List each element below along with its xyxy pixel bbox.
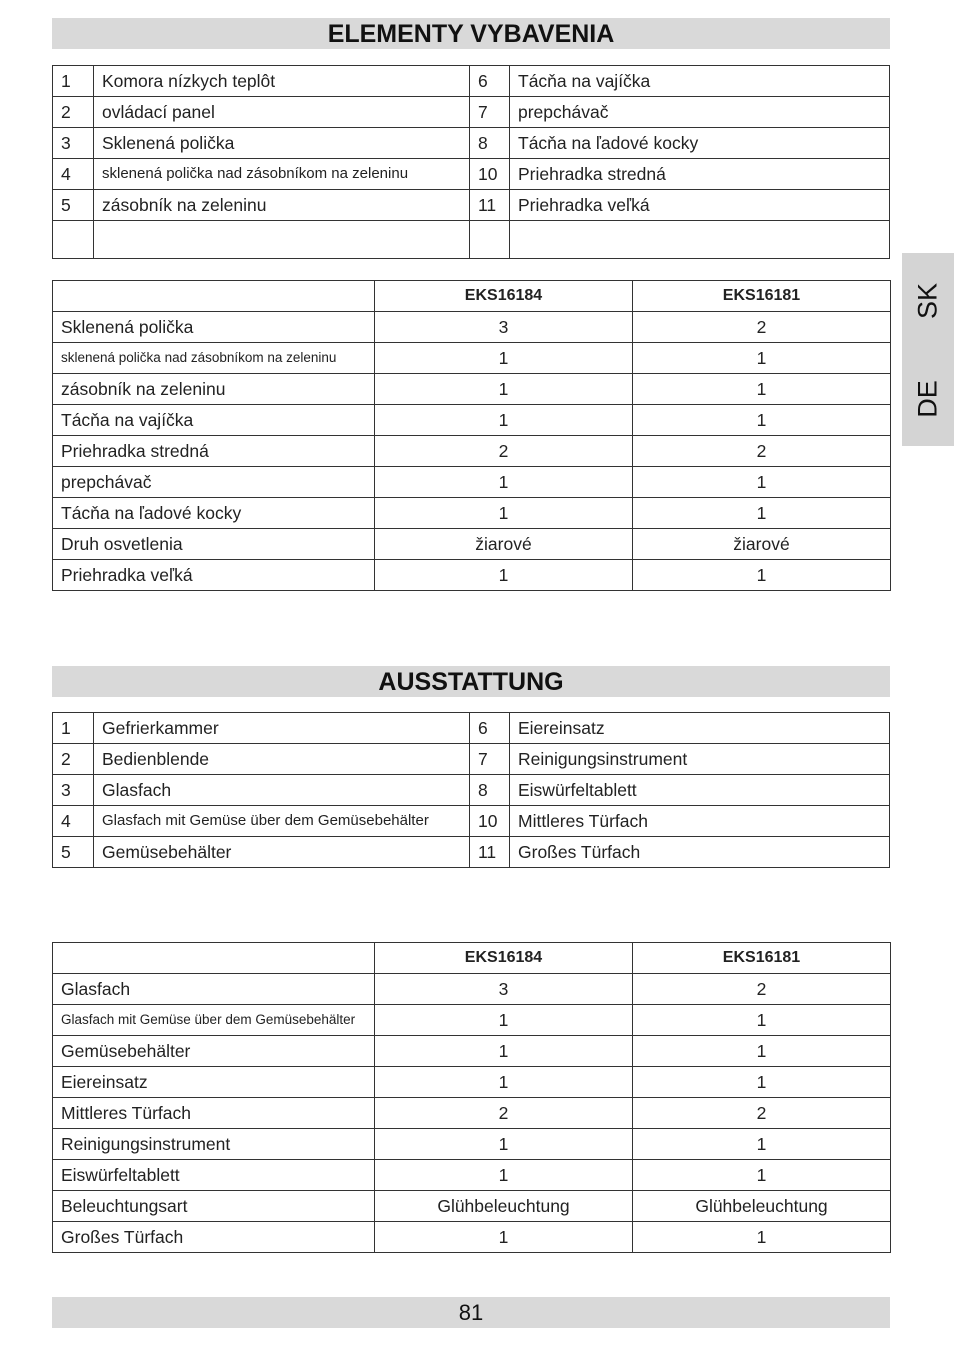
cell-value: 1 xyxy=(375,1222,633,1253)
part-label: Sklenená polička xyxy=(94,128,470,159)
part-label: Bedienblende xyxy=(94,744,470,775)
table-row xyxy=(53,312,891,343)
part-label: ovládací panel xyxy=(94,97,470,128)
part-label: Gefrierkammer xyxy=(94,713,470,744)
cell-value: 1 xyxy=(375,467,633,498)
part-number: 2 xyxy=(53,97,94,128)
cell-value: 1 xyxy=(375,405,633,436)
language-side-tab xyxy=(902,253,954,446)
table-row xyxy=(53,190,890,221)
table-row xyxy=(53,1005,891,1036)
section-title-sk: ELEMENTY VYBAVENIA xyxy=(52,18,890,49)
table-row xyxy=(53,343,891,374)
part-label: zásobník na zeleninu xyxy=(94,190,470,221)
row-label: Glasfach xyxy=(53,974,375,1005)
table-row xyxy=(53,436,891,467)
row-label: prepchávač xyxy=(53,467,375,498)
row-label: Mittleres Türfach xyxy=(53,1098,375,1129)
language-label-de: DE xyxy=(912,380,943,418)
table-row xyxy=(53,405,891,436)
models-table-sk-body xyxy=(53,281,891,591)
table-row xyxy=(53,1222,891,1253)
part-number: 5 xyxy=(53,190,94,221)
cell-value: 3 xyxy=(375,312,633,343)
table-row xyxy=(53,1067,891,1098)
cell-value: 1 xyxy=(633,1005,891,1036)
row-label: sklenená polička nad zásobníkom na zeleninu xyxy=(53,343,375,374)
cell-value: 1 xyxy=(375,1160,633,1191)
table-row xyxy=(53,713,890,744)
part-number xyxy=(470,221,510,259)
part-label: prepchávač xyxy=(510,97,890,128)
part-label: Eiswürfeltablett xyxy=(510,775,890,806)
row-label: Priehradka veľká xyxy=(53,560,375,591)
part-number: 6 xyxy=(470,66,510,97)
cell-value: Glühbeleuchtung xyxy=(633,1191,891,1222)
row-label: Sklenená polička xyxy=(53,312,375,343)
part-number: 8 xyxy=(470,128,510,159)
table-row xyxy=(53,744,890,775)
row-label: Tácňa na ľadové kocky xyxy=(53,498,375,529)
model-header: EKS16184 xyxy=(375,943,633,974)
parts-table-de-body xyxy=(53,713,890,868)
table-row xyxy=(53,1098,891,1129)
row-label: Tácňa na vajíčka xyxy=(53,405,375,436)
cell-value: žiarové xyxy=(375,529,633,560)
part-number: 2 xyxy=(53,744,94,775)
row-label: Beleuchtungsart xyxy=(53,1191,375,1222)
cell-value: 2 xyxy=(633,312,891,343)
part-number: 7 xyxy=(470,744,510,775)
row-label: Eiereinsatz xyxy=(53,1067,375,1098)
cell-value: 1 xyxy=(633,1067,891,1098)
part-label xyxy=(94,221,470,259)
part-label xyxy=(510,221,890,259)
table-row xyxy=(53,775,890,806)
row-label: Priehradka stredná xyxy=(53,436,375,467)
cell-value: 2 xyxy=(633,974,891,1005)
parts-table-sk xyxy=(52,65,890,259)
table-row xyxy=(53,560,891,591)
cell-value: 1 xyxy=(633,1129,891,1160)
cell-value: 1 xyxy=(375,343,633,374)
cell-value: 1 xyxy=(633,1160,891,1191)
table-row xyxy=(53,374,891,405)
header-empty-cell xyxy=(53,281,375,312)
cell-value: 1 xyxy=(375,1036,633,1067)
row-label: Druh osvetlenia xyxy=(53,529,375,560)
part-number: 7 xyxy=(470,97,510,128)
part-label: Priehradka stredná xyxy=(510,159,890,190)
model-header: EKS16181 xyxy=(633,281,891,312)
table-row xyxy=(53,128,890,159)
table-row xyxy=(53,1036,891,1067)
cell-value: 1 xyxy=(375,1129,633,1160)
cell-value: 1 xyxy=(633,405,891,436)
cell-value: 1 xyxy=(633,1222,891,1253)
part-label: Gemüsebehälter xyxy=(94,837,470,868)
part-number: 10 xyxy=(470,159,510,190)
part-number: 3 xyxy=(53,775,94,806)
cell-value: 1 xyxy=(633,374,891,405)
models-table-de-body xyxy=(53,943,891,1253)
part-number: 5 xyxy=(53,837,94,868)
part-number: 1 xyxy=(53,66,94,97)
part-number: 8 xyxy=(470,775,510,806)
language-label-sk: SK xyxy=(912,282,943,320)
part-label: Glasfach xyxy=(94,775,470,806)
table-row xyxy=(53,1129,891,1160)
cell-value: 3 xyxy=(375,974,633,1005)
table-row xyxy=(53,159,890,190)
cell-value: 1 xyxy=(375,1005,633,1036)
part-label: Eiereinsatz xyxy=(510,713,890,744)
part-number: 11 xyxy=(470,190,510,221)
row-label: zásobník na zeleninu xyxy=(53,374,375,405)
cell-value: 1 xyxy=(633,498,891,529)
part-number: 1 xyxy=(53,713,94,744)
part-number: 6 xyxy=(470,713,510,744)
cell-value: 1 xyxy=(375,498,633,529)
part-number: 11 xyxy=(470,837,510,868)
cell-value: 2 xyxy=(375,1098,633,1129)
cell-value: 2 xyxy=(633,436,891,467)
part-number: 3 xyxy=(53,128,94,159)
cell-value: 2 xyxy=(633,1098,891,1129)
parts-table-sk-body xyxy=(53,66,890,259)
table-header-row xyxy=(53,281,891,312)
part-label: sklenená polička nad zásobníkom na zeleninu xyxy=(94,159,470,190)
cell-value: 1 xyxy=(633,1036,891,1067)
part-number xyxy=(53,221,94,259)
parts-table-de xyxy=(52,712,890,868)
part-number: 10 xyxy=(470,806,510,837)
cell-value: 1 xyxy=(375,560,633,591)
model-header: EKS16184 xyxy=(375,281,633,312)
part-number: 4 xyxy=(53,159,94,190)
part-label: Glasfach mit Gemüse über dem Gemüsebehälter xyxy=(94,806,470,837)
table-row xyxy=(53,467,891,498)
table-row xyxy=(53,66,890,97)
part-label: Reinigungsinstrument xyxy=(510,744,890,775)
cell-value: 1 xyxy=(633,560,891,591)
cell-value: 1 xyxy=(375,374,633,405)
part-label: Komora nízkych teplôt xyxy=(94,66,470,97)
table-row xyxy=(53,974,891,1005)
header-empty-cell xyxy=(53,943,375,974)
row-label: Gemüsebehälter xyxy=(53,1036,375,1067)
part-label: Priehradka veľká xyxy=(510,190,890,221)
table-row xyxy=(53,97,890,128)
cell-value: 1 xyxy=(633,343,891,374)
section-title-de: AUSSTATTUNG xyxy=(52,666,890,697)
row-label: Eiswürfeltablett xyxy=(53,1160,375,1191)
page-number: 81 xyxy=(52,1297,890,1328)
cell-value: 2 xyxy=(375,436,633,467)
table-row xyxy=(53,1160,891,1191)
table-row-empty xyxy=(53,221,890,259)
row-label: Glasfach mit Gemüse über dem Gemüsebehälter xyxy=(53,1005,375,1036)
table-header-row xyxy=(53,943,891,974)
model-header: EKS16181 xyxy=(633,943,891,974)
cell-value: Glühbeleuchtung xyxy=(375,1191,633,1222)
cell-value: 1 xyxy=(633,467,891,498)
part-number: 4 xyxy=(53,806,94,837)
models-table-de xyxy=(52,942,891,1253)
row-label: Reinigungsinstrument xyxy=(53,1129,375,1160)
table-row xyxy=(53,498,891,529)
table-row xyxy=(53,529,891,560)
part-label: Großes Türfach xyxy=(510,837,890,868)
cell-value: žiarové xyxy=(633,529,891,560)
cell-value: 1 xyxy=(375,1067,633,1098)
part-label: Tácňa na ľadové kocky xyxy=(510,128,890,159)
table-row xyxy=(53,837,890,868)
table-row xyxy=(53,806,890,837)
row-label: Großes Türfach xyxy=(53,1222,375,1253)
part-label: Mittleres Türfach xyxy=(510,806,890,837)
table-row xyxy=(53,1191,891,1222)
part-label: Tácňa na vajíčka xyxy=(510,66,890,97)
models-table-sk xyxy=(52,280,891,591)
